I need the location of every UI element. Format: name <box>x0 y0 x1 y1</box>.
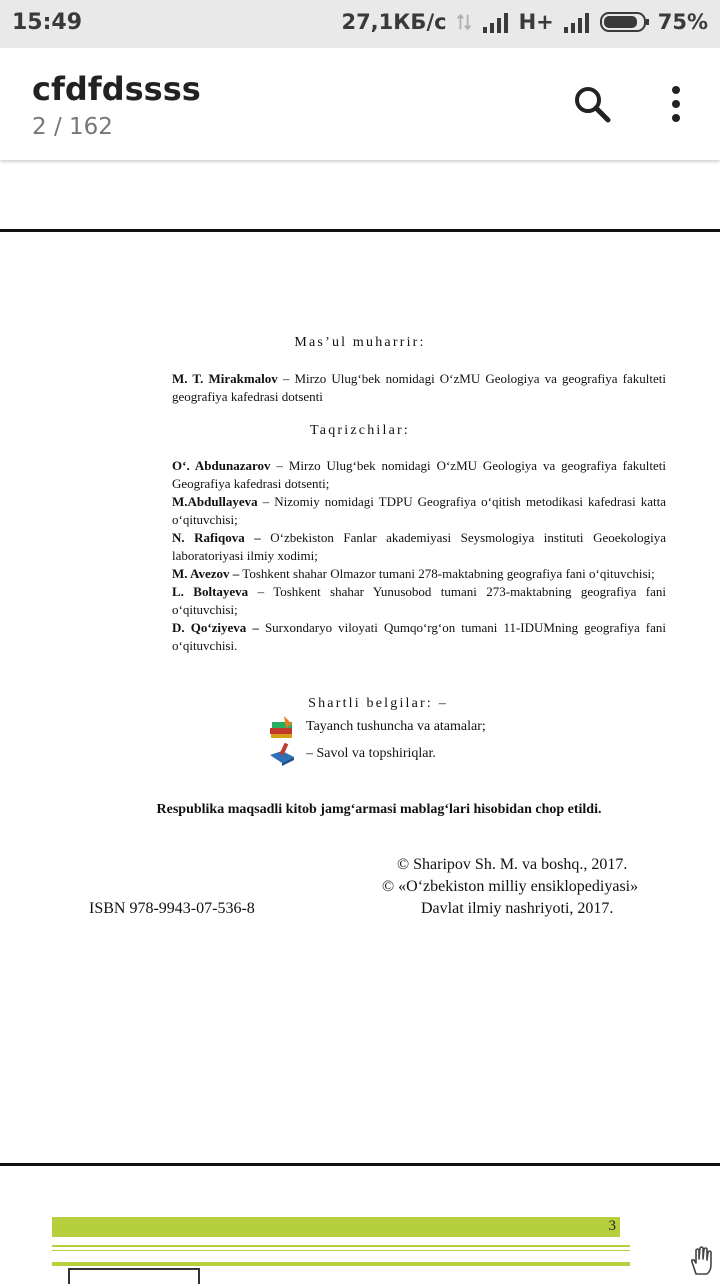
reviewer-item <box>172 619 666 655</box>
editor-heading: Mas’ul muharrir: <box>294 335 426 350</box>
data-transfer-icon <box>455 11 473 33</box>
next-page-line <box>52 1245 630 1247</box>
page-counter: 2 / 162 <box>32 114 113 140</box>
reviewer-desc: Surxondaryo viloyati Qumqo‘rg‘on tumani 11-IDUMning geografiya fani o‘qituvchisi. <box>172 620 666 653</box>
page-number: 3 <box>608 1218 616 1234</box>
legend-text: – Savol va topshiriqlar. <box>306 745 436 761</box>
copyright-line-3: Davlat ilmiy nashriyoti, 2017. <box>421 900 614 917</box>
reviewer-desc: – Toshkent shahar Yunusobod tumani 273-maktabning geografiya fani o‘qituvchisi; <box>172 584 666 617</box>
books-icon <box>268 714 296 740</box>
reviewer-desc: Toshkent shahar Olmazor tumani 278-maktabning geografiya fani o‘qituvchisi; <box>239 566 655 581</box>
editor-paragraph <box>172 370 666 406</box>
status-right-group <box>341 10 708 34</box>
reviewer-name: D. Qo‘ziyeva – <box>172 620 259 635</box>
reviewer-name: N. Rafiqova – <box>172 530 261 545</box>
signal-strength-icon <box>481 11 511 33</box>
reviewer-desc: O‘zbekiston Fanlar akademiyasi Seysmologiya instituti Geoekologiya laboratoriyasi ilmiy xodimi; <box>172 530 666 563</box>
editor-name: M. T. Mirakmalov <box>172 371 278 386</box>
next-page-content-top <box>52 1262 630 1284</box>
reviewer-item <box>172 529 666 565</box>
reviewer-name: M. Avezov – <box>172 566 240 581</box>
funding-note: Respublika maqsadli kitob jamg‘armasi mablag‘lari hisobidan chop etildi. <box>156 802 602 817</box>
isbn: ISBN 978-9943-07-536-8 <box>89 900 255 917</box>
reviewer-name: M.Abdullayeva <box>172 494 258 509</box>
pencil-book-icon <box>268 741 296 767</box>
search-icon[interactable] <box>570 82 614 126</box>
legend-heading: Shartli belgilar: – <box>308 696 448 711</box>
page-border-top <box>0 229 720 232</box>
reviewers-heading: Taqrizchilar: <box>310 423 410 438</box>
document-title: cfdfdssss <box>32 70 201 108</box>
copyright-line-2: © «O‘zbekiston milliy ensiklopediyasi» <box>382 878 639 895</box>
reviewers-list <box>172 457 666 655</box>
legend-item <box>268 740 568 767</box>
reviewer-desc: – Nizomiy nomidagi TDPU Geografiya o‘qitish metodikasi kafedrasi katta o‘qituvchisi; <box>172 494 666 527</box>
signal-strength-icon-2 <box>562 11 592 33</box>
next-page-header-bar <box>52 1217 620 1237</box>
reviewer-item <box>172 457 666 493</box>
status-time: 15:49 <box>12 10 83 35</box>
reviewer-desc: – Mirzo Ulug‘bek nomidagi O‘zMU Geologiya va geografiya fakulteti Geografiya kafedrasi dotsenti; <box>172 458 666 491</box>
page-border-bottom <box>0 1163 720 1166</box>
legend-item <box>268 713 568 740</box>
app-bar <box>0 48 720 160</box>
copyright-line-1: © Sharipov Sh. M. va boshq., 2017. <box>397 856 628 873</box>
reviewer-item <box>172 583 666 619</box>
reviewer-name: L. Boltayeva <box>172 584 249 599</box>
status-bar <box>0 0 720 48</box>
legend-list <box>268 713 568 767</box>
editor-desc: – Mirzo Ulug‘bek nomidagi O‘zMU Geologiya va geografiya fakulteti geografiya kafedrasi dotsenti <box>172 371 666 404</box>
network-speed: 27,1КБ/с <box>341 10 447 34</box>
reviewer-name: O‘. Abdunazarov <box>172 458 271 473</box>
battery-level: 75% <box>657 10 708 34</box>
reviewer-item <box>172 493 666 529</box>
next-page-frame <box>68 1268 200 1284</box>
touch-hand-icon <box>686 1244 718 1276</box>
more-vert-icon[interactable] <box>660 82 692 126</box>
reviewer-item <box>172 565 666 583</box>
next-page-line-thin <box>52 1250 630 1251</box>
battery-icon <box>600 11 650 33</box>
legend-text: Tayanch tushuncha va atamalar; <box>306 718 486 734</box>
network-type: H+ <box>518 10 554 34</box>
